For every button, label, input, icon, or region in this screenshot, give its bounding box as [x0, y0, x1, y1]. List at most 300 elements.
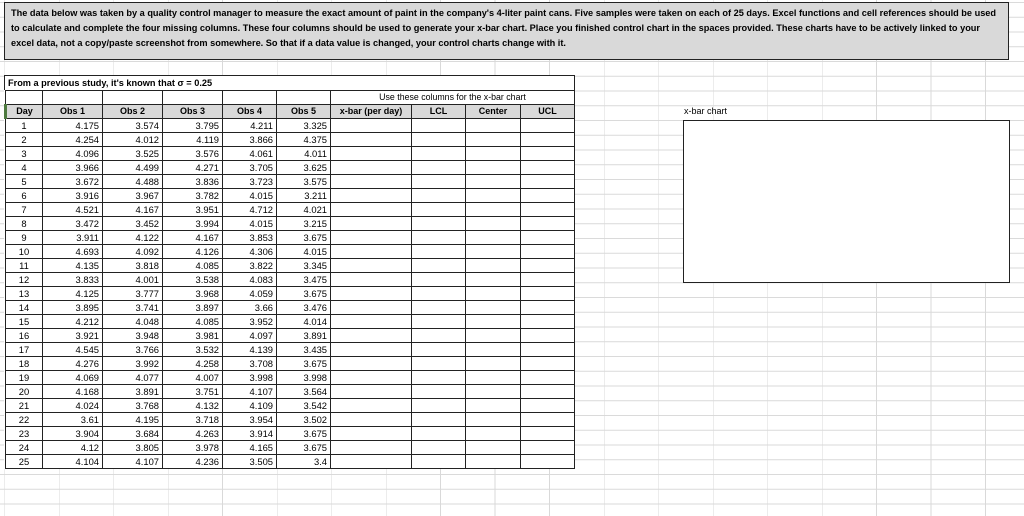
lcl-cell[interactable]	[412, 231, 466, 245]
center-cell[interactable]	[466, 301, 521, 315]
obs-cell[interactable]: 4.125	[43, 287, 103, 301]
header-obs1[interactable]: Obs 1	[43, 105, 103, 119]
lcl-cell[interactable]	[412, 357, 466, 371]
center-cell[interactable]	[466, 315, 521, 329]
obs-cell[interactable]: 4.012	[103, 133, 163, 147]
day-cell[interactable]: 1	[6, 119, 43, 133]
ucl-cell[interactable]	[521, 217, 575, 231]
ucl-cell[interactable]	[521, 357, 575, 371]
ucl-cell[interactable]	[521, 301, 575, 315]
obs-cell[interactable]: 3.532	[163, 343, 223, 357]
data-table-container	[4, 90, 575, 469]
instructions-box: The data below was taken by a quality control manager to measure the exact amount of paint in the company's 4-liter paint cans. Five samples were taken on each of 25 days. Excel functions and cell references should be used to calculate and complete the four missing columns. These four columns should be used to generate your x-bar chart. Place you finished control chart in the spaces provided. These charts have to be actively linked to your excel data, not a copy/paste screenshot from somewhere. So that if a data value is changed, your control charts change with it.	[4, 2, 1009, 60]
center-cell[interactable]	[466, 119, 521, 133]
sigma-note: From a previous study, it's known that σ = 0.25	[4, 75, 575, 90]
center-cell[interactable]	[466, 175, 521, 189]
obs-cell[interactable]: 4.077	[103, 371, 163, 385]
obs-cell[interactable]: 4.061	[223, 147, 277, 161]
day-cell[interactable]: 5	[6, 175, 43, 189]
xbar-chart-placeholder[interactable]	[683, 120, 1010, 283]
center-cell[interactable]	[466, 427, 521, 441]
center-cell[interactable]	[466, 343, 521, 357]
center-cell[interactable]	[466, 203, 521, 217]
table-row	[6, 259, 575, 273]
obs-cell[interactable]: 3.61	[43, 413, 103, 427]
center-cell[interactable]	[466, 399, 521, 413]
xbar-cell[interactable]	[331, 413, 412, 427]
xbar-cell[interactable]	[331, 301, 412, 315]
obs-cell[interactable]: 3.795	[163, 119, 223, 133]
obs-cell[interactable]: 3.966	[43, 161, 103, 175]
cell[interactable]	[6, 91, 43, 105]
center-cell[interactable]	[466, 259, 521, 273]
center-cell[interactable]	[466, 189, 521, 203]
obs-cell[interactable]: 3.345	[277, 259, 331, 273]
obs-cell[interactable]: 3.66	[223, 301, 277, 315]
header-xbar[interactable]: x-bar (per day)	[331, 105, 412, 119]
obs-cell[interactable]: 3.684	[103, 427, 163, 441]
obs-cell[interactable]: 3.718	[163, 413, 223, 427]
table-row	[6, 119, 575, 133]
obs-cell[interactable]: 3.708	[223, 357, 277, 371]
obs-cell[interactable]: 3.981	[163, 329, 223, 343]
obs-cell[interactable]: 4.175	[43, 119, 103, 133]
obs-cell[interactable]: 3.751	[163, 385, 223, 399]
day-cell[interactable]: 2	[6, 133, 43, 147]
obs-cell[interactable]: 4.236	[163, 455, 223, 469]
obs-cell[interactable]: 3.741	[103, 301, 163, 315]
header-day[interactable]: Day	[6, 105, 43, 119]
obs-cell[interactable]: 3.904	[43, 427, 103, 441]
obs-cell[interactable]: 4.097	[223, 329, 277, 343]
obs-cell[interactable]: 3.211	[277, 189, 331, 203]
lcl-cell[interactable]	[412, 301, 466, 315]
ucl-cell[interactable]	[521, 119, 575, 133]
table-row	[6, 175, 575, 189]
xbar-cell[interactable]	[331, 329, 412, 343]
header-obs2[interactable]: Obs 2	[103, 105, 163, 119]
center-cell[interactable]	[466, 441, 521, 455]
obs-cell[interactable]: 4.126	[163, 245, 223, 259]
obs-cell[interactable]: 4.12	[43, 441, 103, 455]
table-row	[6, 455, 575, 469]
obs-cell[interactable]: 3.952	[223, 315, 277, 329]
table-row	[6, 287, 575, 301]
obs-cell[interactable]: 4.263	[163, 427, 223, 441]
table-row	[6, 343, 575, 357]
obs-cell[interactable]: 3.564	[277, 385, 331, 399]
center-cell[interactable]	[466, 217, 521, 231]
obs-cell[interactable]: 3.675	[277, 427, 331, 441]
day-cell[interactable]: 3	[6, 147, 43, 161]
obs-cell[interactable]: 3.994	[163, 217, 223, 231]
xbar-cell[interactable]	[331, 217, 412, 231]
table-row	[6, 371, 575, 385]
obs-cell[interactable]: 4.258	[163, 357, 223, 371]
xbar-cell[interactable]	[331, 161, 412, 175]
obs-cell[interactable]: 3.574	[103, 119, 163, 133]
obs-cell[interactable]: 3.766	[103, 343, 163, 357]
cell[interactable]	[103, 91, 163, 105]
obs-cell[interactable]: 3.998	[277, 371, 331, 385]
obs-cell[interactable]: 4.254	[43, 133, 103, 147]
ucl-cell[interactable]	[521, 189, 575, 203]
day-cell[interactable]: 6	[6, 189, 43, 203]
obs-cell[interactable]: 3.954	[223, 413, 277, 427]
obs-cell[interactable]: 4.712	[223, 203, 277, 217]
obs-cell[interactable]: 4.092	[103, 245, 163, 259]
table-row	[6, 133, 575, 147]
obs-cell[interactable]: 3.675	[277, 357, 331, 371]
ucl-cell[interactable]	[521, 413, 575, 427]
use-columns-note: Use these columns for the x-bar chart	[331, 91, 575, 105]
obs-cell[interactable]: 3.967	[103, 189, 163, 203]
day-cell[interactable]: 12	[6, 273, 43, 287]
obs-cell[interactable]: 3.921	[43, 329, 103, 343]
obs-cell[interactable]: 3.782	[163, 189, 223, 203]
table-row	[6, 329, 575, 343]
obs-cell[interactable]: 4.135	[43, 259, 103, 273]
obs-cell[interactable]: 3.705	[223, 161, 277, 175]
cell[interactable]	[163, 91, 223, 105]
lcl-cell[interactable]	[412, 385, 466, 399]
obs-cell[interactable]: 3.916	[43, 189, 103, 203]
day-cell[interactable]: 24	[6, 441, 43, 455]
xbar-cell[interactable]	[331, 399, 412, 413]
obs-cell[interactable]: 3.472	[43, 217, 103, 231]
obs-cell[interactable]: 4.168	[43, 385, 103, 399]
lcl-cell[interactable]	[412, 427, 466, 441]
lcl-cell[interactable]	[412, 217, 466, 231]
obs-cell[interactable]: 3.538	[163, 273, 223, 287]
cell[interactable]	[277, 91, 331, 105]
obs-cell[interactable]: 3.897	[163, 301, 223, 315]
day-cell[interactable]: 10	[6, 245, 43, 259]
day-cell[interactable]: 7	[6, 203, 43, 217]
obs-cell[interactable]: 4.015	[277, 245, 331, 259]
lcl-cell[interactable]	[412, 343, 466, 357]
table-row	[6, 189, 575, 203]
obs-cell[interactable]: 3.476	[277, 301, 331, 315]
obs-cell[interactable]: 3.968	[163, 287, 223, 301]
center-cell[interactable]	[466, 161, 521, 175]
ucl-cell[interactable]	[521, 147, 575, 161]
lcl-cell[interactable]	[412, 287, 466, 301]
obs-cell[interactable]: 3.4	[277, 455, 331, 469]
table-row	[6, 315, 575, 329]
center-cell[interactable]	[466, 287, 521, 301]
obs-cell[interactable]: 3.505	[223, 455, 277, 469]
day-cell[interactable]: 4	[6, 161, 43, 175]
obs-cell[interactable]: 4.167	[163, 231, 223, 245]
day-cell[interactable]: 13	[6, 287, 43, 301]
obs-cell[interactable]: 3.853	[223, 231, 277, 245]
day-cell[interactable]: 20	[6, 385, 43, 399]
lcl-cell[interactable]	[412, 119, 466, 133]
lcl-cell[interactable]	[412, 441, 466, 455]
obs-cell[interactable]: 4.545	[43, 343, 103, 357]
lcl-cell[interactable]	[412, 175, 466, 189]
table-row	[6, 385, 575, 399]
ucl-cell[interactable]	[521, 441, 575, 455]
xbar-cell[interactable]	[331, 273, 412, 287]
ucl-cell[interactable]	[521, 203, 575, 217]
obs-cell[interactable]: 4.276	[43, 357, 103, 371]
xbar-cell[interactable]	[331, 231, 412, 245]
day-cell[interactable]: 11	[6, 259, 43, 273]
header-center[interactable]: Center	[466, 105, 521, 119]
obs-cell[interactable]: 3.978	[163, 441, 223, 455]
day-cell[interactable]: 19	[6, 371, 43, 385]
ucl-cell[interactable]	[521, 175, 575, 189]
obs-cell[interactable]: 4.001	[103, 273, 163, 287]
lcl-cell[interactable]	[412, 147, 466, 161]
obs-cell[interactable]: 3.914	[223, 427, 277, 441]
obs-cell[interactable]: 4.085	[163, 259, 223, 273]
obs-cell[interactable]: 4.212	[43, 315, 103, 329]
note-row	[6, 91, 575, 105]
obs-cell[interactable]: 3.675	[277, 287, 331, 301]
xbar-cell[interactable]	[331, 203, 412, 217]
xbar-chart-label: x-bar chart	[684, 106, 728, 116]
obs-cell[interactable]: 4.107	[223, 385, 277, 399]
lcl-cell[interactable]	[412, 133, 466, 147]
center-cell[interactable]	[466, 371, 521, 385]
xbar-cell[interactable]	[331, 343, 412, 357]
obs-cell[interactable]: 3.822	[223, 259, 277, 273]
obs-cell[interactable]: 4.083	[223, 273, 277, 287]
obs-cell[interactable]: 4.021	[277, 203, 331, 217]
obs-cell[interactable]: 4.375	[277, 133, 331, 147]
obs-cell[interactable]: 4.059	[223, 287, 277, 301]
table-row	[6, 357, 575, 371]
xbar-cell[interactable]	[331, 175, 412, 189]
ucl-cell[interactable]	[521, 273, 575, 287]
header-row	[6, 105, 575, 119]
center-cell[interactable]	[466, 245, 521, 259]
xbar-cell[interactable]	[331, 455, 412, 469]
obs-cell[interactable]: 3.723	[223, 175, 277, 189]
obs-cell[interactable]: 3.866	[223, 133, 277, 147]
obs-cell[interactable]: 3.891	[277, 329, 331, 343]
day-cell[interactable]: 25	[6, 455, 43, 469]
lcl-cell[interactable]	[412, 273, 466, 287]
table-body	[6, 119, 575, 469]
obs-cell[interactable]: 3.435	[277, 343, 331, 357]
ucl-cell[interactable]	[521, 427, 575, 441]
center-cell[interactable]	[466, 413, 521, 427]
lcl-cell[interactable]	[412, 259, 466, 273]
xbar-cell[interactable]	[331, 119, 412, 133]
obs-cell[interactable]: 3.525	[103, 147, 163, 161]
obs-cell[interactable]: 3.325	[277, 119, 331, 133]
obs-cell[interactable]: 3.836	[163, 175, 223, 189]
lcl-cell[interactable]	[412, 399, 466, 413]
table-row	[6, 399, 575, 413]
table-row	[6, 301, 575, 315]
obs-cell[interactable]: 3.833	[43, 273, 103, 287]
day-cell[interactable]: 14	[6, 301, 43, 315]
ucl-cell[interactable]	[521, 259, 575, 273]
obs-cell[interactable]: 3.948	[103, 329, 163, 343]
xbar-cell[interactable]	[331, 245, 412, 259]
obs-cell[interactable]: 3.542	[277, 399, 331, 413]
obs-cell[interactable]: 4.132	[163, 399, 223, 413]
day-cell[interactable]: 18	[6, 357, 43, 371]
ucl-cell[interactable]	[521, 133, 575, 147]
ucl-cell[interactable]	[521, 329, 575, 343]
day-cell[interactable]: 8	[6, 217, 43, 231]
obs-cell[interactable]: 3.672	[43, 175, 103, 189]
obs-cell[interactable]: 4.195	[103, 413, 163, 427]
obs-cell[interactable]: 4.104	[43, 455, 103, 469]
obs-cell[interactable]: 4.069	[43, 371, 103, 385]
center-cell[interactable]	[466, 357, 521, 371]
ucl-cell[interactable]	[521, 399, 575, 413]
obs-cell[interactable]: 4.109	[223, 399, 277, 413]
obs-cell[interactable]: 4.085	[163, 315, 223, 329]
center-cell[interactable]	[466, 231, 521, 245]
header-lcl[interactable]: LCL	[412, 105, 466, 119]
xbar-cell[interactable]	[331, 133, 412, 147]
center-cell[interactable]	[466, 147, 521, 161]
center-cell[interactable]	[466, 273, 521, 287]
table-row	[6, 161, 575, 175]
obs-cell[interactable]: 3.675	[277, 231, 331, 245]
lcl-cell[interactable]	[412, 189, 466, 203]
xbar-cell[interactable]	[331, 441, 412, 455]
table-row	[6, 273, 575, 287]
table-row	[6, 427, 575, 441]
day-cell[interactable]: 23	[6, 427, 43, 441]
table-row	[6, 217, 575, 231]
center-cell[interactable]	[466, 455, 521, 469]
obs-cell[interactable]: 3.818	[103, 259, 163, 273]
obs-cell[interactable]: 4.119	[163, 133, 223, 147]
obs-cell[interactable]: 3.215	[277, 217, 331, 231]
day-cell[interactable]: 15	[6, 315, 43, 329]
ucl-cell[interactable]	[521, 343, 575, 357]
obs-cell[interactable]: 4.014	[277, 315, 331, 329]
lcl-cell[interactable]	[412, 329, 466, 343]
xbar-cell[interactable]	[331, 371, 412, 385]
xbar-cell[interactable]	[331, 315, 412, 329]
obs-cell[interactable]: 3.768	[103, 399, 163, 413]
xbar-cell[interactable]	[331, 147, 412, 161]
ucl-cell[interactable]	[521, 287, 575, 301]
ucl-cell[interactable]	[521, 245, 575, 259]
table-row	[6, 147, 575, 161]
lcl-cell[interactable]	[412, 315, 466, 329]
obs-cell[interactable]: 4.693	[43, 245, 103, 259]
table-row	[6, 203, 575, 217]
obs-cell[interactable]: 3.777	[103, 287, 163, 301]
lcl-cell[interactable]	[412, 371, 466, 385]
ucl-cell[interactable]	[521, 385, 575, 399]
obs-cell[interactable]: 3.675	[277, 441, 331, 455]
obs-cell[interactable]: 3.576	[163, 147, 223, 161]
obs-cell[interactable]: 4.007	[163, 371, 223, 385]
obs-cell[interactable]: 4.488	[103, 175, 163, 189]
obs-cell[interactable]: 3.575	[277, 175, 331, 189]
obs-cell[interactable]: 4.107	[103, 455, 163, 469]
obs-cell[interactable]: 4.096	[43, 147, 103, 161]
obs-cell[interactable]: 3.911	[43, 231, 103, 245]
cell[interactable]	[43, 91, 103, 105]
obs-cell[interactable]: 3.891	[103, 385, 163, 399]
day-cell[interactable]: 22	[6, 413, 43, 427]
header-obs5[interactable]: Obs 5	[277, 105, 331, 119]
obs-cell[interactable]: 3.502	[277, 413, 331, 427]
obs-cell[interactable]: 3.951	[163, 203, 223, 217]
obs-cell[interactable]: 4.015	[223, 217, 277, 231]
day-cell[interactable]: 9	[6, 231, 43, 245]
obs-cell[interactable]: 4.211	[223, 119, 277, 133]
day-cell[interactable]: 17	[6, 343, 43, 357]
lcl-cell[interactable]	[412, 413, 466, 427]
lcl-cell[interactable]	[412, 161, 466, 175]
table-row	[6, 413, 575, 427]
xbar-cell[interactable]	[331, 357, 412, 371]
day-cell[interactable]: 21	[6, 399, 43, 413]
obs-cell[interactable]: 4.499	[103, 161, 163, 175]
obs-cell[interactable]: 3.452	[103, 217, 163, 231]
header-obs3[interactable]: Obs 3	[163, 105, 223, 119]
lcl-cell[interactable]	[412, 203, 466, 217]
table-row	[6, 231, 575, 245]
obs-cell[interactable]: 4.011	[277, 147, 331, 161]
lcl-cell[interactable]	[412, 455, 466, 469]
ucl-cell[interactable]	[521, 315, 575, 329]
obs-cell[interactable]: 3.805	[103, 441, 163, 455]
obs-cell[interactable]: 4.165	[223, 441, 277, 455]
obs-cell[interactable]: 3.895	[43, 301, 103, 315]
center-cell[interactable]	[466, 133, 521, 147]
paint-data-table	[4, 90, 575, 469]
obs-cell[interactable]: 4.306	[223, 245, 277, 259]
xbar-cell[interactable]	[331, 189, 412, 203]
ucl-cell[interactable]	[521, 161, 575, 175]
ucl-cell[interactable]	[521, 371, 575, 385]
obs-cell[interactable]: 4.024	[43, 399, 103, 413]
obs-cell[interactable]: 3.998	[223, 371, 277, 385]
cell[interactable]	[223, 91, 277, 105]
center-cell[interactable]	[466, 329, 521, 343]
xbar-cell[interactable]	[331, 385, 412, 399]
header-ucl[interactable]: UCL	[521, 105, 575, 119]
ucl-cell[interactable]	[521, 455, 575, 469]
obs-cell[interactable]: 4.048	[103, 315, 163, 329]
day-cell[interactable]: 16	[6, 329, 43, 343]
obs-cell[interactable]: 4.167	[103, 203, 163, 217]
center-cell[interactable]	[466, 385, 521, 399]
table-row	[6, 245, 575, 259]
xbar-cell[interactable]	[331, 427, 412, 441]
ucl-cell[interactable]	[521, 231, 575, 245]
obs-cell[interactable]: 3.992	[103, 357, 163, 371]
xbar-cell[interactable]	[331, 287, 412, 301]
obs-cell[interactable]: 4.122	[103, 231, 163, 245]
obs-cell[interactable]: 3.625	[277, 161, 331, 175]
lcl-cell[interactable]	[412, 245, 466, 259]
obs-cell[interactable]: 4.015	[223, 189, 277, 203]
header-obs4[interactable]: Obs 4	[223, 105, 277, 119]
obs-cell[interactable]: 4.521	[43, 203, 103, 217]
xbar-cell[interactable]	[331, 259, 412, 273]
obs-cell[interactable]: 4.271	[163, 161, 223, 175]
obs-cell[interactable]: 3.475	[277, 273, 331, 287]
obs-cell[interactable]: 4.139	[223, 343, 277, 357]
